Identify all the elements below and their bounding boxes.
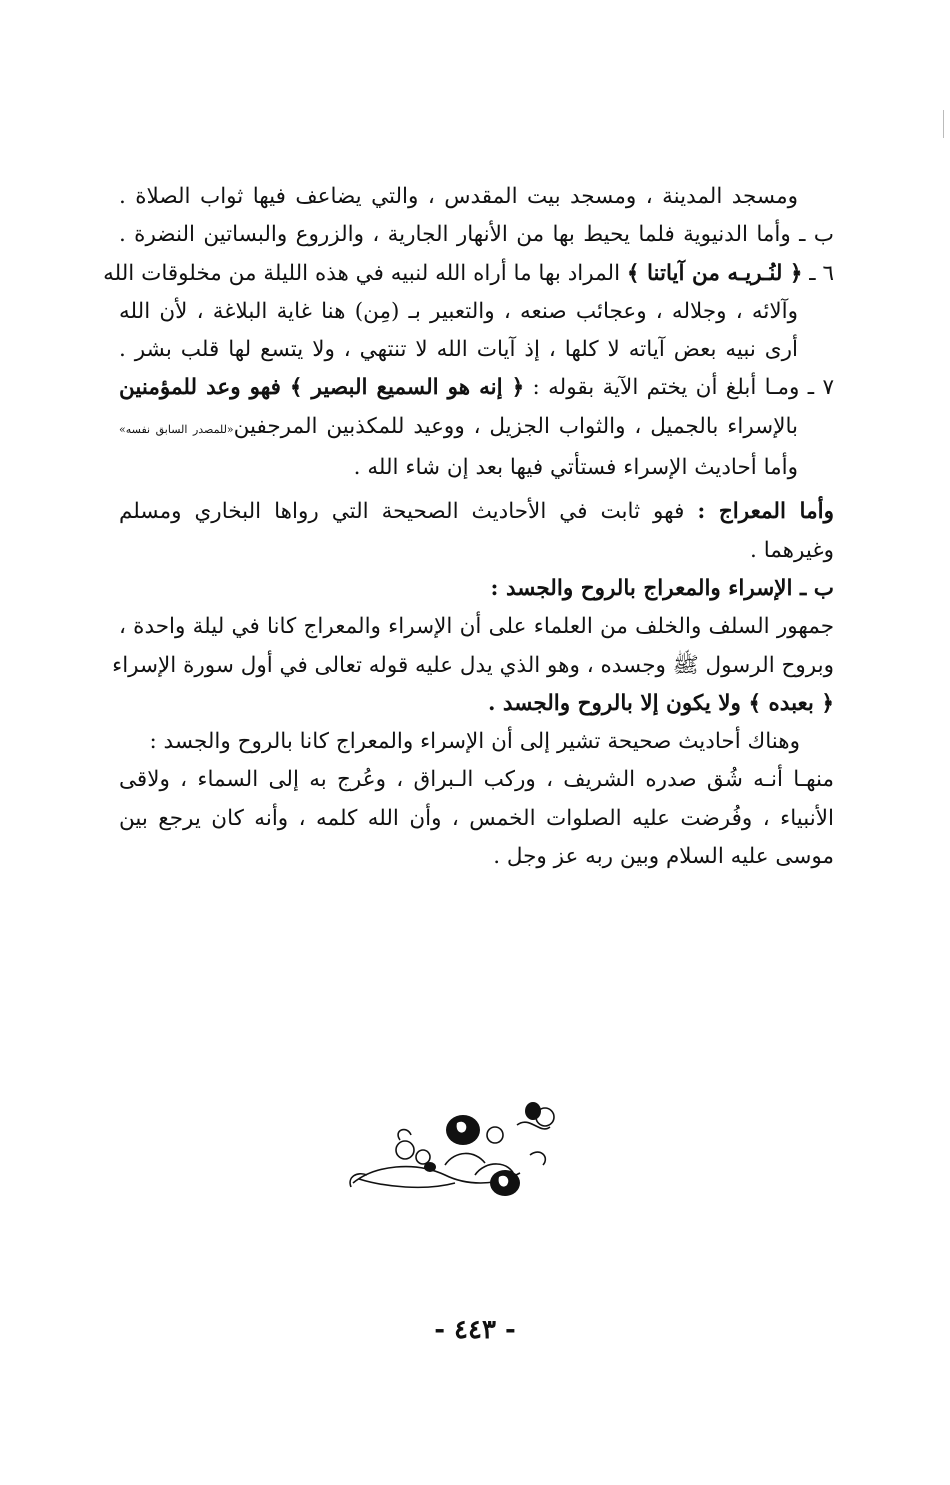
text-line-15: وهناك أحاديث صحيحة تشير إلى أن الإسراء والمعراج كانا بالروح والجسد : bbox=[149, 729, 800, 755]
text-line-2: ب ـ وأما الدنيوية فلما يحيط بها من الأنهار الجارية ، والزروع والبساتين النضرة . bbox=[119, 222, 834, 248]
page-number: - ٤٤٣ - bbox=[434, 1315, 516, 1345]
text-line-12: جمهور السلف والخلف من العلماء على أن الإسراء والمعراج كانا في ليلة واحدة ، bbox=[119, 614, 834, 640]
text-line-7: بالإسراء بالجميل ، والثواب الجزيل ، ووعيد للمكذبين المرجفين«للمصدر السابق نفسه» bbox=[119, 413, 798, 439]
text-line-11 bbox=[119, 570, 834, 608]
floral-ornament-icon bbox=[345, 1095, 560, 1205]
text-line-5: أرى نبيه بعض آياته لا كلها ، إذ آيات الله لا تنتهي ، ولا يتسع لها قلب بشر . bbox=[119, 337, 798, 363]
text-line-4: وآلائه ، وجلاله ، وعجائب صنعه ، والتعبير بـ (مِن) هنا غاية البلاغة ، لأن الله bbox=[119, 298, 798, 324]
text-line-9: وأما المعراج : فهو ثابت في الأحاديث الصحيحة التي رواها البخاري ومسلم bbox=[119, 499, 834, 525]
section-heading: ب ـ الإسراء والمعراج بالروح والجسد : bbox=[490, 575, 834, 601]
text-line-10: وغيرهما . bbox=[750, 537, 834, 563]
text-line-3: ٦ ـ ﴿ لنُـريـه من آياتنا ﴾ المراد بها ما أراه الله لنبيه في هذه الليلة من مخلوقات الله bbox=[103, 260, 834, 286]
text-line-8: وأما أحاديث الإسراء فستأتي فيها بعد إن شاء الله . bbox=[353, 455, 798, 481]
body-text bbox=[103, 178, 835, 876]
source-reference: «للمصدر السابق نفسه» bbox=[119, 422, 234, 436]
text-line-14: ﴿ بعبده ﴾ ولا يكون إلا بالروح والجسد . bbox=[487, 690, 834, 716]
text-line-17: الأنبياء ، وفُرضت عليه الصلوات الخمس ، وأن الله كلمه ، وأنه كان يرجع بين bbox=[119, 805, 834, 831]
section-heading: وأما المعراج : bbox=[697, 499, 834, 525]
text-line-6: ٧ ـ ومـا أبلغ أن يختم الآية بقوله : ﴿ إنه هو السميع البصير ﴾ فهو وعد للمؤمنين bbox=[119, 375, 835, 401]
text-line-18: موسى عليه السلام وبين ربه عز وجل . bbox=[493, 844, 834, 870]
text-line-1: ومسجد المدينة ، ومسجد بيت المقدس ، والتي يضاعف فيها ثواب الصلاة . bbox=[119, 184, 798, 209]
quran-quote: ﴿ لنُـريـه من آياتنا ﴾ bbox=[626, 260, 803, 286]
quran-quote: ﴿ بعبده ﴾ bbox=[748, 690, 834, 716]
quran-quote: ﴿ إنه هو السميع البصير ﴾ bbox=[289, 375, 525, 401]
text-line-16: منهـا أنـه شُق صدره الشريف ، وركب الـبراق ، وعُرج به إلى السماء ، ولاقى bbox=[119, 767, 834, 793]
scan-edge-mark bbox=[943, 110, 944, 138]
text-line-13: وبروح الرسول ﷺ وجسده ، وهو الذي يدل عليه قوله تعالى في أول سورة الإسراء bbox=[112, 652, 834, 678]
